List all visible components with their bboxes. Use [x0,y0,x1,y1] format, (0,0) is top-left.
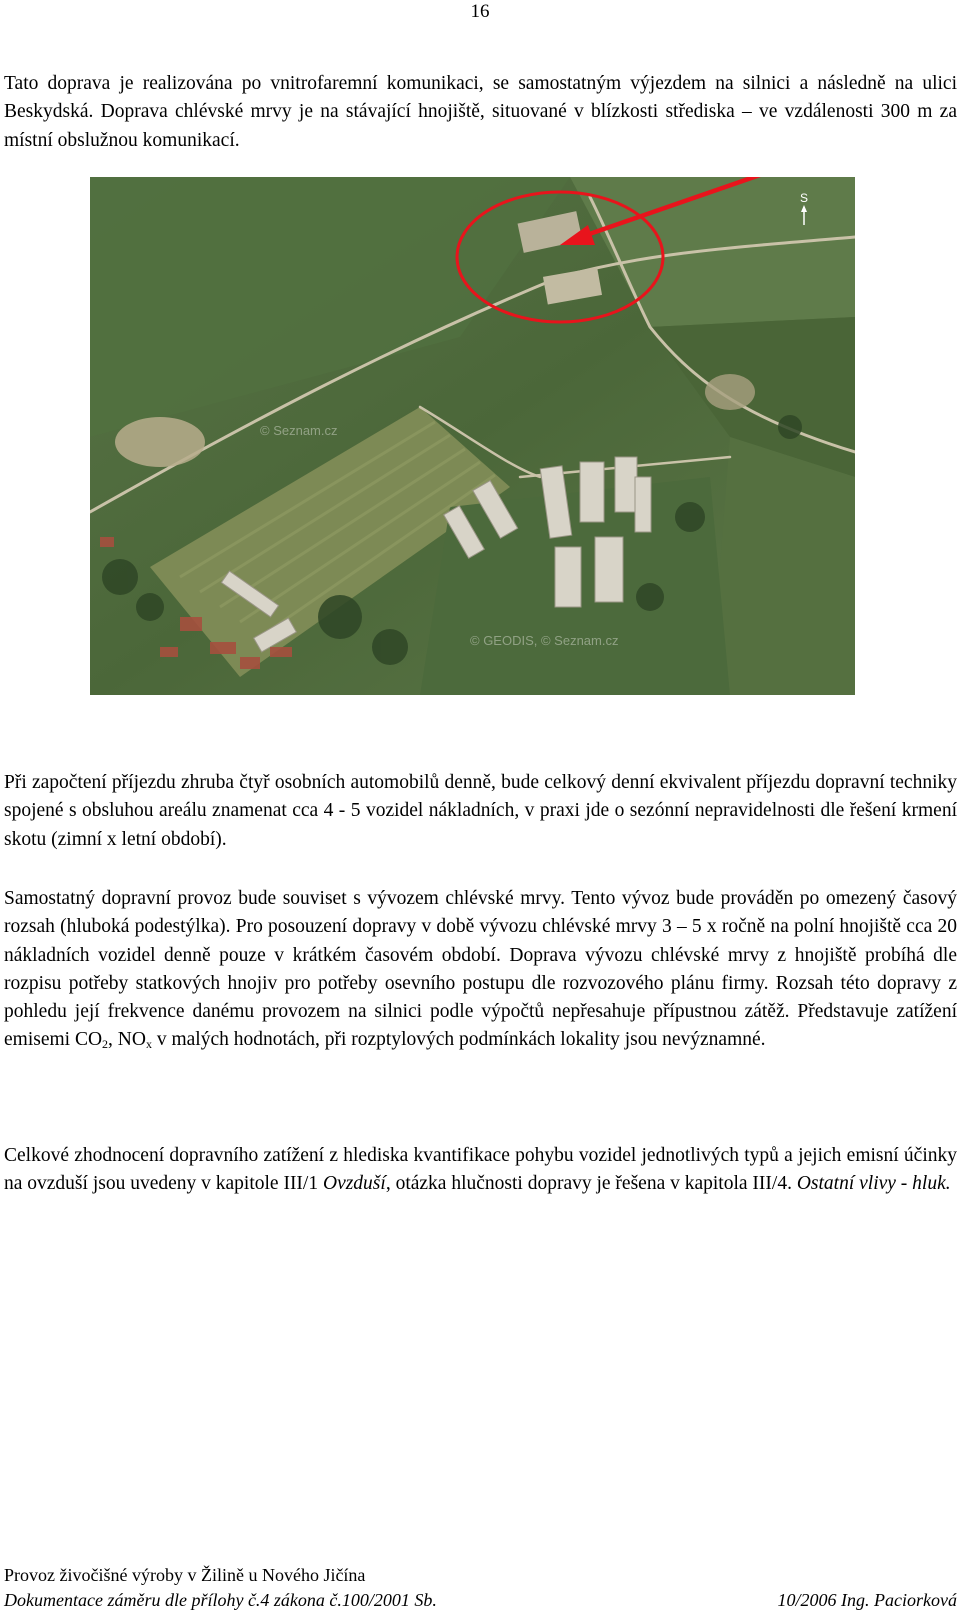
paragraph-overall-assessment: Celkové zhodnocení dopravního zatížení z hlediska kvantifikace pohybu vozidel jednotlivých typů a jejich emisní účinky na ovzduší jsou uvedeny v kapitole III/1 Ovzduší, otázka hlučnosti dopravy je řešena v kapitola III/4. Ostatní vlivy - hluk. [4,1145,957,1195]
paragraph-daily-traffic: Při započtení příjezdu zhruba čtyř osobních automobilů denně, bude celkový denní ekvivalent příjezdu dopravní techniky spojené s obsluhou areálu znamenat cca 4 - 5 vozidel nákladních, v praxi jde o sezónní nepravidelnosti dle řešení krmení skotu (zimní x letní období). [4,772,957,850]
aerial-photo-drawing [90,177,855,695]
footer-document-reference: Dokumentace záměru dle přílohy č.4 zákona č.100/2001 Sb. [4,1590,437,1610]
page-number: 16 [470,1,490,22]
aerial-photo [90,177,855,695]
paragraph-manure-transport: Samostatný dopravní provoz bude souviset s vývozem chlévské mrvy. Tento vývoz bude prováděn po omezený časový rozsah (hluboká podestýlka). Pro posouzení dopravy v době vývozu chlévské mrvy 3 – 5 x ročně na polní hnojiště cca 20 nákladních vozidel denně pouze v krátkém časovém období. Doprava vývozu chlévské mrvy z hnojiště probíhá dle rozpisu potřeby statkových hnojiv pro potřeby osevního postupu dle rozvozového plánu firmy. Rozsah této dopravy z pohledu její frekvence danému provozem na silnici podle výpočtů nepřesahuje přípustnou zátěž. Představuje zatížení emisemi $CO_2$, $NO_x$ v malých hodnotách, při rozptylových podmínkách lokality jsou nevýznamné. [4,888,957,1052]
footer-project-title: Provoz živočišné výroby v Žilině u Nového Jičína [4,1565,366,1585]
bare-patch-right [705,374,755,410]
watermark-seznam: © Seznam.cz [260,423,338,438]
north-mark: S [800,191,809,205]
watermark-geodis: © GEODIS, © Seznam.cz [470,633,619,648]
bare-patch-left [115,417,205,467]
field-lower-right [710,437,855,695]
paragraph-transport-route: Tato doprava je realizována po vnitrofaremní komunikaci, se samostatným výjezdem na silnici a následně na ulici Beskydská. Doprava chlévské mrvy je na stávající hnojiště, situované v blízkosti střediska – ve vzdálenosti 300 m za místní obslužnou komunikací. [4,73,957,151]
footer-date-author: 10/2006 Ing. Paciorková [777,1590,957,1610]
